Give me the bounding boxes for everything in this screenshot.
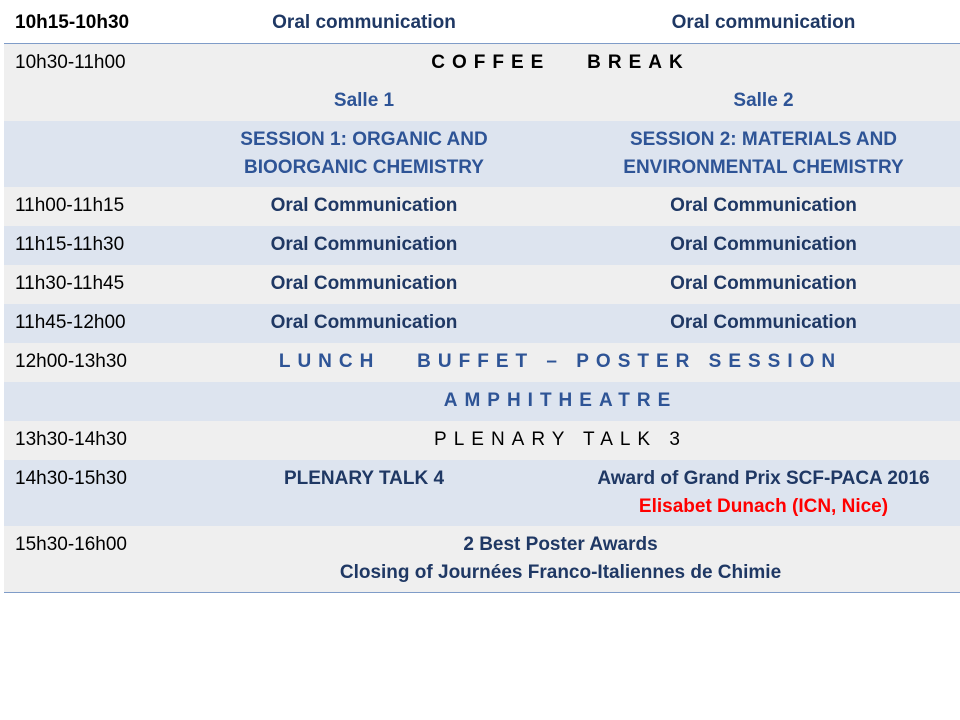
salle2-cell: Oral Communication bbox=[567, 226, 960, 265]
lunch-cell: LUNCH BUFFET – POSTER SESSION bbox=[161, 343, 960, 382]
award-cell bbox=[567, 460, 960, 526]
session1-title bbox=[161, 121, 567, 187]
time-cell: 11h00-11h15 bbox=[4, 187, 161, 226]
time-cell: 10h30-11h00 bbox=[4, 43, 161, 82]
salle1-cell: Oral communication bbox=[161, 4, 567, 43]
amphitheatre-cell: AMPHITHEATRE bbox=[161, 382, 960, 421]
session2-line2: ENVIRONMENTAL CHEMISTRY bbox=[623, 157, 904, 178]
salle1-cell: Oral Communication bbox=[161, 187, 567, 226]
salle1-cell: Oral Communication bbox=[161, 304, 567, 343]
coffee-break-cell: COFFEE BREAK bbox=[161, 43, 960, 82]
session2-title bbox=[567, 121, 960, 187]
room-salle2: Salle 2 bbox=[567, 82, 960, 121]
best-poster-awards: 2 Best Poster Awards bbox=[463, 534, 658, 555]
salle2-cell: Oral Communication bbox=[567, 265, 960, 304]
salle2-cell: Oral communication bbox=[567, 4, 960, 43]
schedule-row bbox=[4, 343, 960, 382]
schedule-row bbox=[4, 526, 960, 592]
schedule-row bbox=[4, 382, 960, 421]
award-recipient: Elisabet Dunach (ICN, Nice) bbox=[638, 496, 889, 517]
schedule-row bbox=[4, 187, 960, 226]
time-cell: 15h30-16h00 bbox=[4, 526, 161, 592]
schedule-row bbox=[4, 82, 960, 121]
time-cell bbox=[4, 121, 161, 187]
closing-cell bbox=[161, 526, 960, 592]
time-cell bbox=[4, 382, 161, 421]
schedule-table bbox=[4, 4, 960, 593]
closing-ceremony: Closing of Journées Franco-Italiennes de Chimie bbox=[339, 562, 782, 583]
salle2-cell: Oral Communication bbox=[567, 304, 960, 343]
salle1-cell: Oral Communication bbox=[161, 265, 567, 304]
award-title: Award of Grand Prix SCF-PACA 2016 bbox=[597, 468, 930, 489]
session1-line2: BIOORGANIC CHEMISTRY bbox=[244, 157, 484, 178]
time-cell: 10h15-10h30 bbox=[4, 4, 161, 43]
salle1-cell: Oral Communication bbox=[161, 226, 567, 265]
schedule-row bbox=[4, 4, 960, 43]
schedule-row bbox=[4, 265, 960, 304]
time-cell: 13h30-14h30 bbox=[4, 421, 161, 460]
session1-line1: SESSION 1: ORGANIC AND bbox=[240, 129, 488, 150]
time-cell: 12h00-13h30 bbox=[4, 343, 161, 382]
schedule-row bbox=[4, 460, 960, 526]
time-cell: 11h45-12h00 bbox=[4, 304, 161, 343]
salle2-cell: Oral Communication bbox=[567, 187, 960, 226]
room-salle1: Salle 1 bbox=[161, 82, 567, 121]
schedule-row bbox=[4, 304, 960, 343]
time-cell: 11h30-11h45 bbox=[4, 265, 161, 304]
time-cell: 11h15-11h30 bbox=[4, 226, 161, 265]
schedule-row bbox=[4, 226, 960, 265]
plenary-talk-3-cell: PLENARY TALK 3 bbox=[161, 421, 960, 460]
schedule-row bbox=[4, 43, 960, 82]
schedule-row bbox=[4, 121, 960, 187]
schedule-row bbox=[4, 421, 960, 460]
time-cell bbox=[4, 82, 161, 121]
plenary-talk-4-cell: PLENARY TALK 4 bbox=[161, 460, 567, 526]
session2-line1: SESSION 2: MATERIALS AND bbox=[629, 129, 898, 150]
time-cell: 14h30-15h30 bbox=[4, 460, 161, 526]
